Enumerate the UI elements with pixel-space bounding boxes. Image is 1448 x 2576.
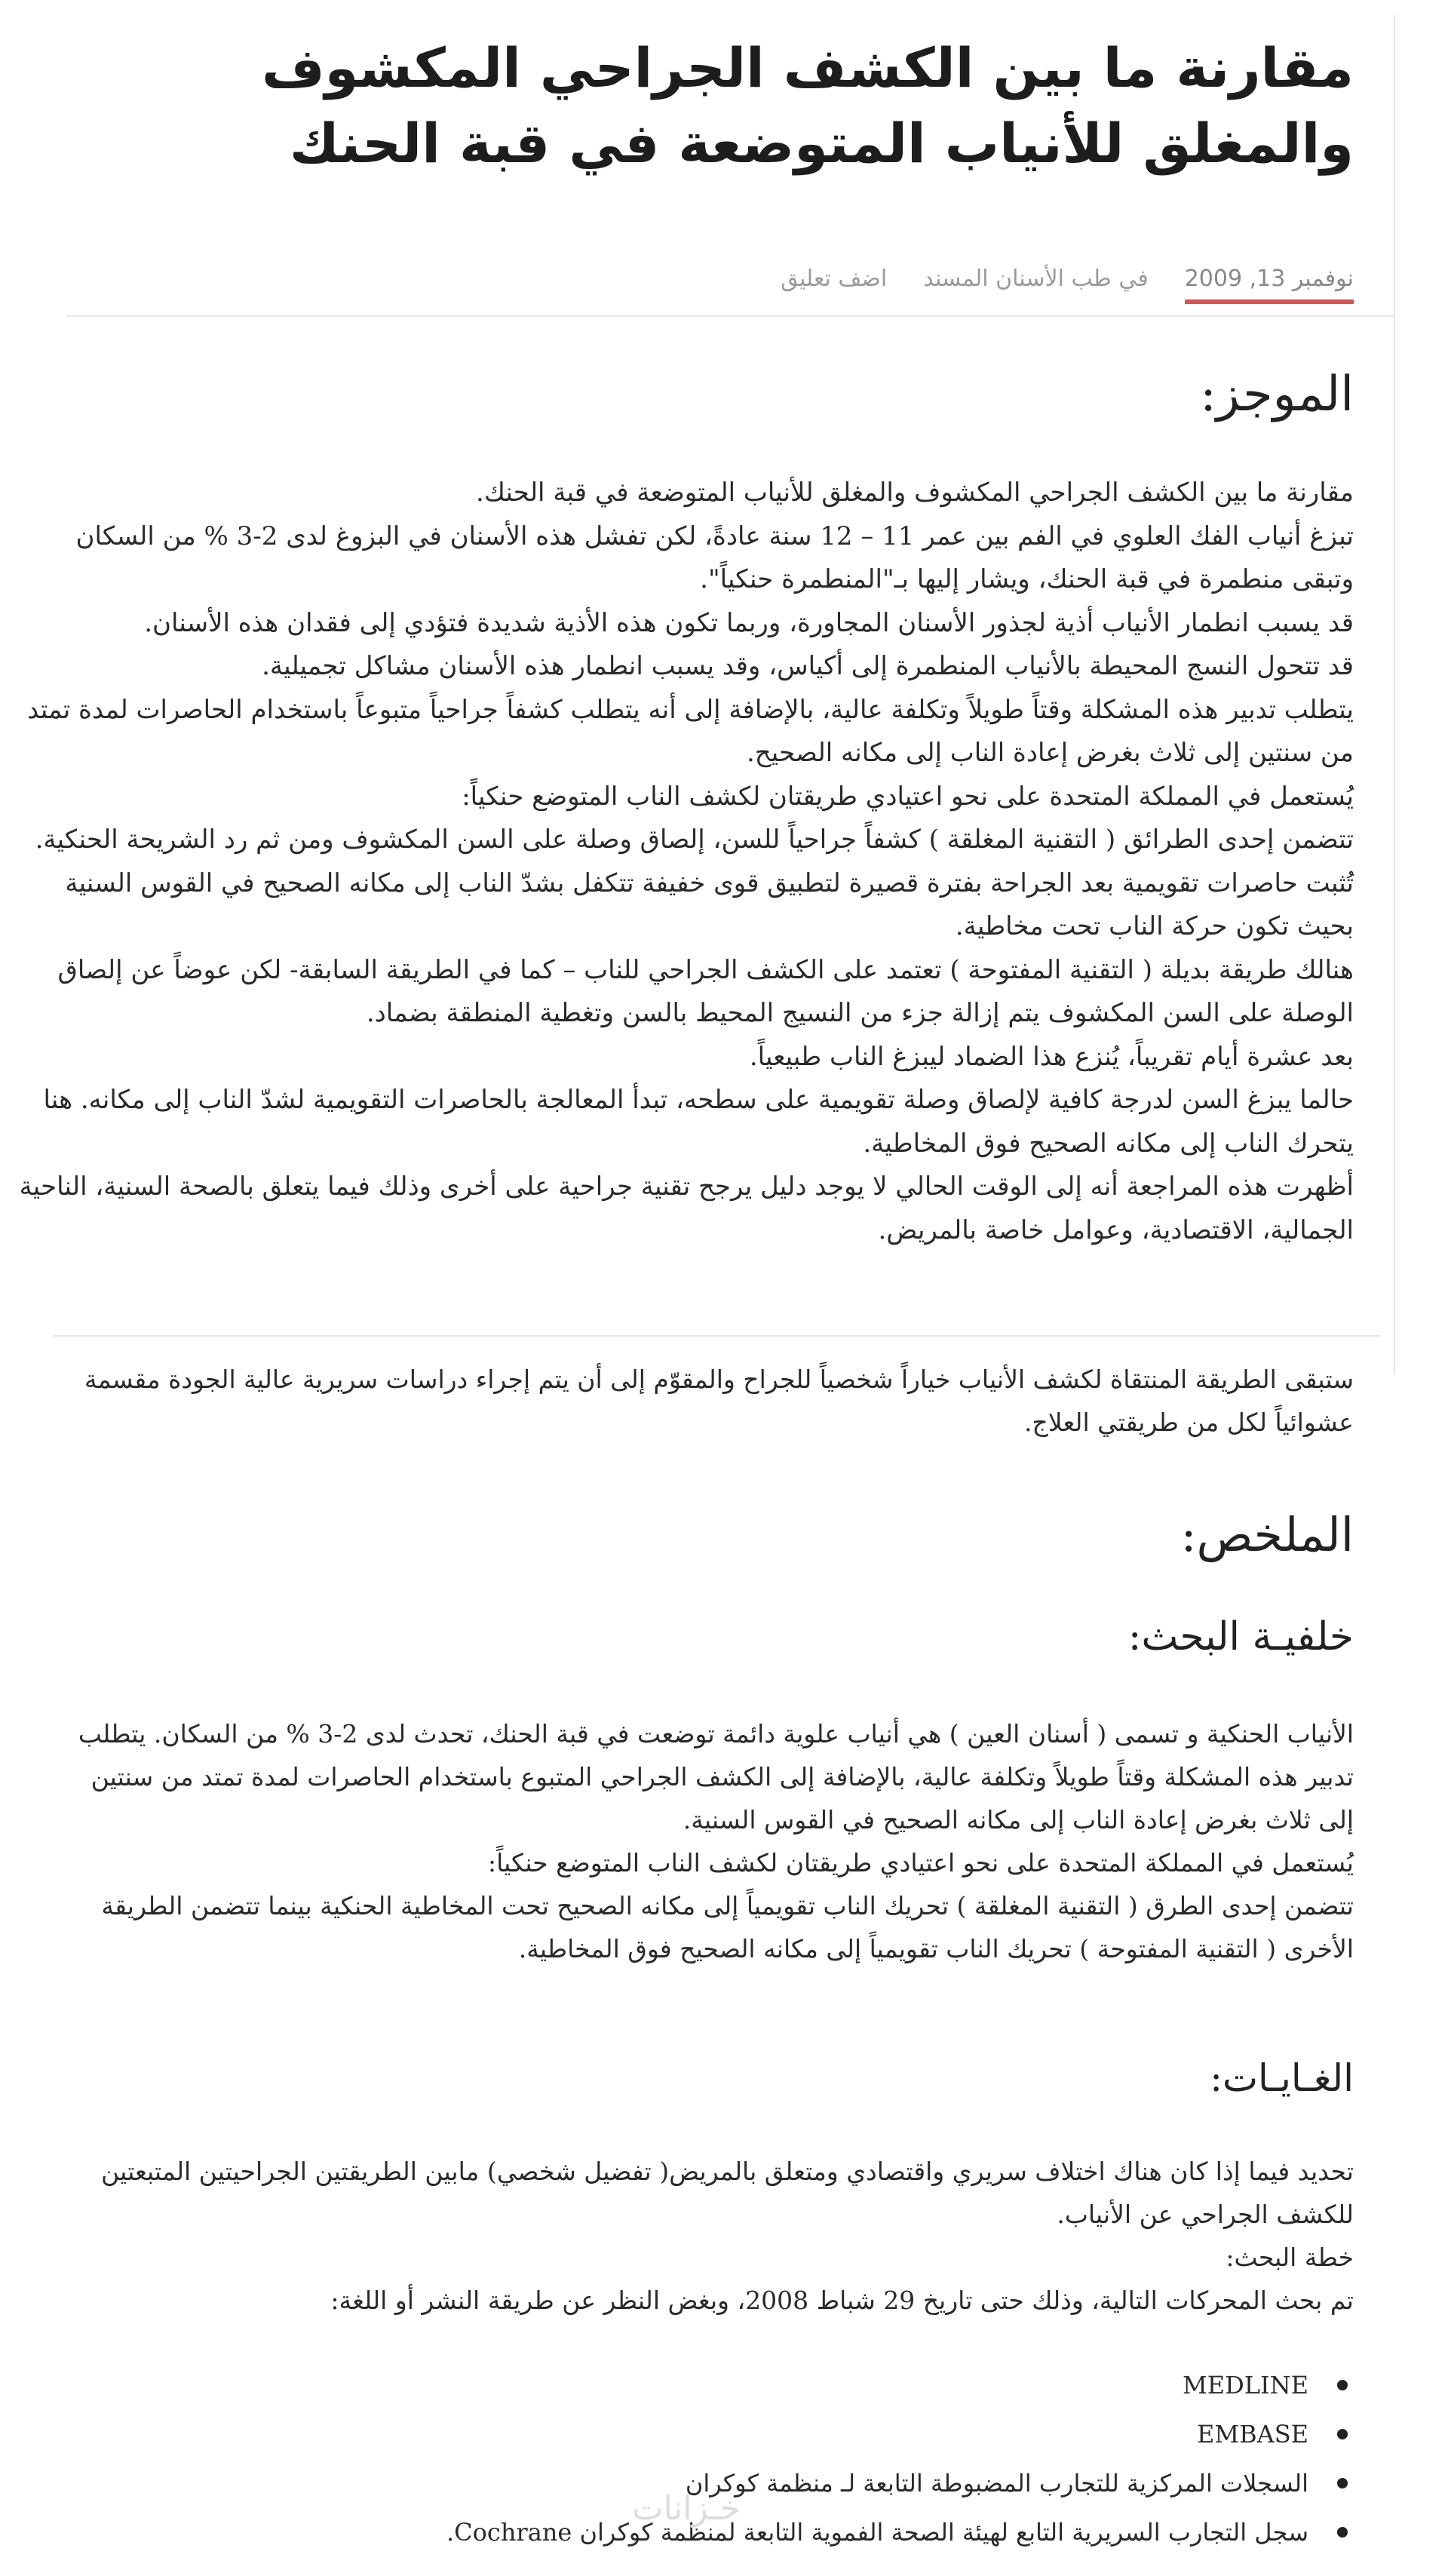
search-plan-label: خطة البحث: — [1226, 2243, 1354, 2272]
bullet-icon — [1337, 2429, 1348, 2439]
continuation-text: ستبقى الطريقة المنتقاة لكشف الأنياب خياراً شخصياً للجراح والمقوّم إلى أن يتم إجراء دراسات سريرية عالية الجودة مقسمة عشوائياً لكل من طريقتي العلاج. — [84, 1365, 1354, 1437]
summary-heading: الملخص: — [1180, 1507, 1354, 1562]
meta-divider — [66, 315, 1394, 317]
category-link[interactable]: في طب الأسنان المسند — [923, 266, 1149, 292]
title-line-1: مقارنة ما بين الكشف الجراحي المكشوف — [261, 36, 1354, 100]
summary-paragraph: تتضمن إحدى الطرق ( التقنية المغلقة ) تحريك الناب تقويمياً إلى مكانه الصحيح تحت المخاطية الحنكية بينما تتضمن الطريقة الأخرى ( التقنية المفتوحة ) تحريك الناب تقويمياً إلى مكانه الصحيح فوق المخاطية. — [101, 1891, 1354, 1963]
source-label: السجلات المركزية للتجارب المضبوطة التابعة لـ منظمة كوكران — [685, 2469, 1308, 2498]
right-frame-border — [1394, 15, 1395, 1373]
objectives-paragraph: تحديد فيما إذا كان هناك اختلاف سريري واقتصادي ومتعلق بالمريض( تفضيل شخصي) مابين الطريقتين الجراحيتين المتبعتين للكشف الجراحي عن الأنياب. — [101, 2157, 1354, 2229]
objectives-body — [57, 2150, 1354, 2322]
bullet-icon — [1337, 2380, 1348, 2390]
watermark-text: خـزانات — [632, 2489, 741, 2528]
summary-body — [57, 1712, 1354, 1970]
source-label: EMBASE — [1196, 2420, 1308, 2449]
list-item — [57, 2410, 1354, 2459]
title-line-2: والمغلق للأنياب المتوضعة في قبة الحنك — [289, 112, 1354, 175]
abstract-paragraph: أظهرت هذه المراجعة أنه إلى الوقت الحالي لا يوجد دليل يرجح تقنية جراحية على أخرى وذلك فيما يتعلق بالصحة السنية، الناحية الجمالية، الاقتصادية، وعوامل خاصة بالمريض. — [19, 1171, 1354, 1245]
summary-paragraph: يُستعمل في المملكة المتحدة على نحو اعتيادي طريقتان لكشف الناب المتوضع حنكياً: — [487, 1848, 1354, 1878]
article-title — [72, 30, 1354, 181]
continuation-paragraph — [57, 1358, 1354, 1444]
objectives-heading: الغـايـات: — [1210, 2056, 1354, 2100]
abstract-body — [19, 471, 1354, 1252]
abstract-paragraph: مقارنة ما بين الكشف الجراحي المكشوف والمغلق للأنياب المتوضعة في قبة الحنك. — [476, 477, 1354, 508]
abstract-paragraph: حالما يبزغ السن لدرجة كافية لإلصاق وصلة تقويمية على سطحه، تبدأ المعالجة بالحاصرات التقويمية لشدّ الناب إلى مكانه. هنا يتحرك الناب إلى مكانه الصحيح فوق المخاطية. — [43, 1085, 1354, 1159]
abstract-bullet-open-technique: هنالك طريقة بديلة ( التقنية المفتوحة ) تعتمد على الكشف الجراحي للناب – كما في الطريقة السابقة- لكن عوضاً عن إلصاق الوصلة على السن المكشوف يتم إزالة جزء من النسيج المحيط بالسن وتغطية المنطقة بضماد. — [57, 954, 1354, 1028]
source-label: MEDLINE — [1182, 2371, 1308, 2399]
add-comment-link[interactable]: اضف تعليق — [780, 266, 888, 292]
abstract-paragraph: قد يسبب انطمار الأنياب أذية لجذور الأسنان المجاورة، وربما تكون هذه الأذية شديدة فتؤدي إلى فقدان هذه الأسنان. — [144, 607, 1354, 638]
post-date-link[interactable]: نوفمبر 13, 2009 — [1185, 266, 1354, 304]
abstract-paragraph: قد تتحول النسج المحيطة بالأنياب المنطمرة إلى أكياس، وقد يسبب انطمار هذه الأسنان مشاكل تجميلية. — [262, 651, 1354, 681]
search-sources-list — [57, 2361, 1354, 2557]
scan-section-divider — [53, 1335, 1380, 1337]
objectives-paragraph: تم بحث المحركات التالية، وذلك حتى تاريخ 29 شباط 2008، وبغض النظر عن طريقة النشر أو اللغة: — [330, 2286, 1354, 2315]
list-item — [57, 2361, 1354, 2410]
abstract-paragraph: يتطلب تدبير هذه المشكلة وقتاً طويلاً وتكلفة عالية، بالإضافة إلى أنه يتطلب كشفاً جراحياً متبوعاً باستخدام الحاصرات لمدة تمتد من سنتين إلى ثلاث بغرض إعادة الناب إلى مكانه الصحيح. — [26, 694, 1354, 768]
abstract-heading: الموجز: — [1200, 367, 1354, 422]
source-label: سجل التجارب السريرية التابع لهيئة الصحة الفموية التابعة لمنظمة كوكران Cochrane. — [446, 2518, 1308, 2547]
bullet-icon — [1337, 2478, 1348, 2488]
abstract-bullet-closed-technique: تتضمن إحدى الطرائق ( التقنية المغلقة ) كشفاً جراحياً للسن، إلصاق وصلة على السن المكشوف ومن ثم رد الشريحة الحنكية. — [35, 824, 1354, 855]
bullet-icon — [1337, 2527, 1348, 2538]
article-meta — [781, 266, 1354, 304]
summary-paragraph: الأنياب الحنكية و تسمى ( أسنان العين ) هي أنياب علوية دائمة توضعت في قبة الحنك، تحدث لدى 2-3 % من السكان. يتطلب تدبير هذه المشكلة وقتاً طويلاً وتكلفة عالية، بالإضافة إلى الكشف الجراحي المتبوع باستخدام الحاصرات لمدة تمتد من سنتين إلى ثلاث بغرض إعادة الناب إلى مكانه الصحيح في القوس السنية. — [78, 1719, 1354, 1835]
background-heading: خلفيـة البحث: — [1127, 1614, 1354, 1660]
abstract-paragraph: بعد عشرة أيام تقريباً، يُنزع هذا الضماد ليبزغ الناب طبيعياً. — [749, 1041, 1354, 1072]
abstract-paragraph: تبزغ أنياب الفك العلوي في الفم بين عمر 11 – 12 سنة عادةً، لكن تفشل هذه الأسنان في البزوغ لدى 2-3 % من السكان وتبقى منطمرة في قبة الحنك، ويشار إليها بـ"المنطمرة حنكياً". — [75, 520, 1354, 594]
abstract-paragraph: تُثبت حاصرات تقويمية بعد الجراحة بفترة قصيرة لتطبيق قوى خفيفة تتكفل بشدّ الناب إلى مكانه الصحيح في القوس السنية بحيث تكون حركة الناب تحت مخاطية. — [65, 867, 1354, 941]
abstract-paragraph: يُستعمل في المملكة المتحدة على نحو اعتيادي طريقتان لكشف الناب المتوضع حنكياً: — [462, 781, 1354, 812]
